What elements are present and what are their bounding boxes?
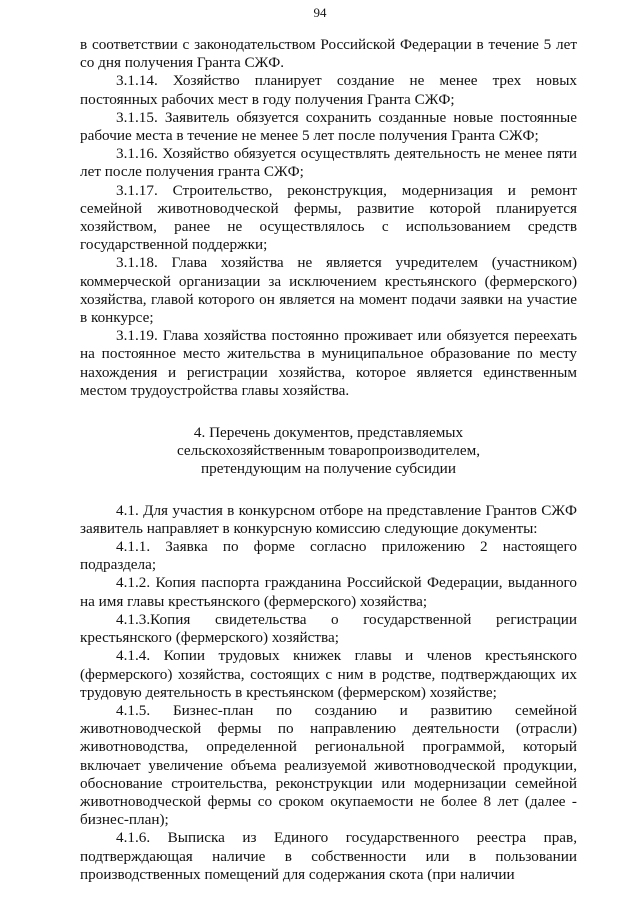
section-heading-line: претендующим на получение субсидии [201, 460, 456, 478]
paragraph: 4.1.1. Заявка по форме согласно приложению 2 настоящего подраздела; [80, 538, 577, 574]
paragraph: в соответствии с законодательством Российской Федерации в течение 5 лет со дня получения Гранта СЖФ. [80, 36, 577, 72]
paragraph: 3.1.17. Строительство, реконструкция, модернизация и ремонт семейной животноводческой фермы, развитие которой планируется хозяйством, ранее не осуществлялось с использованием средств государственной поддержки; [80, 181, 577, 254]
paragraph: 4.1.4. Копии трудовых книжек главы и членов крестьянского (фермерского) хозяйства, состоящих с ним в родстве, подтверждающих их трудовую деятельность в крестьянском (фермерском) хозяйстве; [80, 647, 577, 701]
paragraph: 4.1.6. Выписка из Единого государственного реестра прав, подтверждающая наличие в собственности или в пользовании производственных помещений для содержания скота (при наличии [80, 829, 577, 883]
paragraph: 4.1.2. Копия паспорта гражданина Российской Федерации, выданного на имя главы крестьянского (фермерского) хозяйства; [80, 574, 577, 610]
paragraph: 4.1. Для участия в конкурсном отборе на представление Грантов СЖФ заявитель направляет в конкурсную комиссию следующие документы: [80, 501, 577, 537]
paragraph: 3.1.16. Хозяйство обязуется осуществлять деятельность не менее пяти лет после получения гранта СЖФ; [80, 145, 577, 181]
section-heading [80, 424, 577, 479]
section-heading-line: сельскохозяйственным товаропроизводителем, [176, 442, 481, 460]
paragraph: 3.1.15. Заявитель обязуется сохранить созданные новые постоянные рабочие места в течение не менее 5 лет после получения Гранта СЖФ; [80, 108, 577, 145]
paragraph: 4.1.3.Копия свидетельства о государственной регистрации крестьянского (фермерского) хозяйства; [80, 610, 577, 647]
paragraph: 3.1.18. Глава хозяйства не является учредителем (участником) коммерческой организации за исключением крестьянского (фермерского) хозяйства, главой которого он является на момент подачи заявки на участие в конкурсе; [80, 254, 577, 327]
paragraph: 4.1.5. Бизнес-план по созданию и развитию семейной животноводческой фермы по направлению деятельности (отрасли) животноводства, определенной региональной программой, который включает увеличение объема реализуемой животноводческой продукции, обоснование строительства, реконструкции или модернизации семейной животноводческой фермы со сроком окупаемости не более 8 лет (далее - бизнес-план); [80, 701, 577, 829]
paragraph: 3.1.19. Глава хозяйства постоянно проживает или обязуется переехать на постоянное место жительства в муниципальное образование по месту нахождения и регистрации хозяйства, которое является единственным местом трудоустройства главы хозяйства. [80, 327, 577, 399]
paragraph: 3.1.14. Хозяйство планирует создание не менее трех новых постоянных рабочих мест в году получения Гранта СЖФ; [80, 72, 577, 108]
document-body [80, 36, 577, 884]
page-number: 94 [313, 5, 327, 20]
section-heading-line: 4. Перечень документов, представляемых [193, 424, 464, 442]
